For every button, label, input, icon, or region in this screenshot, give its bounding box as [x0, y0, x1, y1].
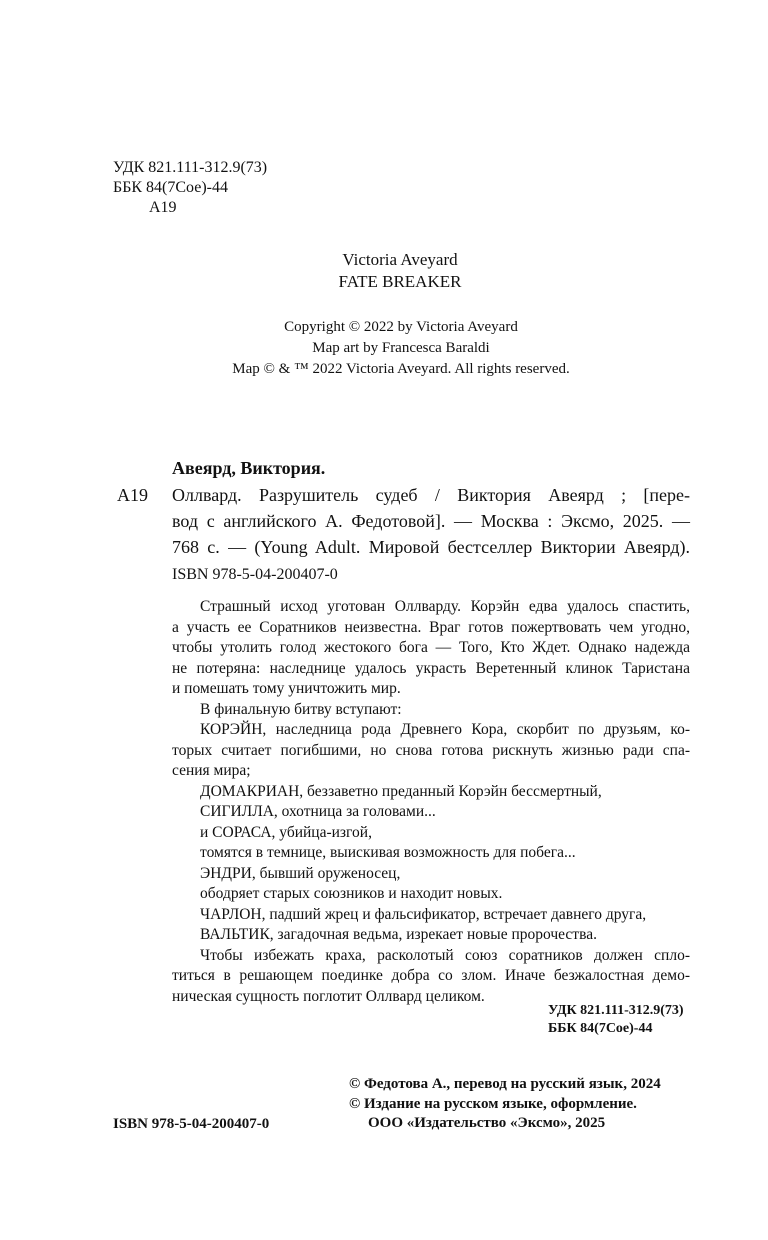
rights-line: © Издание на русском языке, оформление. — [349, 1096, 637, 1112]
original-title: FATE BREAKER — [338, 272, 462, 291]
udk-code: УДК 821.111-312.9(73) — [113, 159, 268, 176]
copyright-line: Copyright © 2022 by Victoria Aveyard — [284, 319, 518, 335]
annotation-line: Страшный исход уготован Оллварду. Корэйн едва удалось спастить, — [200, 598, 690, 615]
annotation-line: сения мира; — [172, 762, 251, 779]
bib-line: Оллвард. Разрушитель судеб / Виктория Авеярд ; [пере- — [172, 485, 690, 505]
annotation-line: и СОРАСА, убийца-изгой, — [200, 823, 372, 841]
annotation-line: СИГИЛЛА, охотница за головами... — [200, 803, 436, 820]
annotation — [172, 597, 690, 1007]
map-rights-line: Map © & ™ 2022 Victoria Aveyard. All rights reserved. — [232, 361, 570, 377]
original-author: Victoria Aveyard — [342, 250, 458, 269]
bib-isbn: ISBN 978-5-04-200407-0 — [172, 566, 338, 583]
annotation-line: титься в решающем поединке добра со злом. Иначе безжалостная демо- — [172, 967, 690, 984]
author-mark: А19 — [149, 199, 177, 216]
annotation-line: и помешать тому уничтожить мир. — [172, 680, 401, 697]
annotation-line: ДОМАКРИАН, беззаветно преданный Корэйн бессмертный, — [200, 782, 602, 800]
annotation-line: торых считает погибшими, но снова готова рискнуть жизнью ради спа- — [172, 741, 690, 759]
annotation-line: В финальную битву вступают: — [200, 700, 402, 718]
bbk-code: ББК 84(7Сое)-44 — [113, 179, 228, 196]
bib-record — [172, 482, 690, 560]
annotation-line: томятся в темнице, выискивая возможность для побега... — [200, 844, 576, 861]
annotation-line: ободряет старых союзников и находит новых. — [200, 885, 503, 902]
annotation-line: ЧАРЛОН, падший жрец и фальсификатор, встречает давнего друга, — [200, 905, 647, 923]
annotation-udk: УДК 821.111-312.9(73) — [548, 1003, 684, 1018]
annotation-bbk: ББК 84(7Сое)-44 — [548, 1021, 653, 1036]
bib-line: вод с английского А. Федотовой]. — Москва : Эксмо, 2025. — — [172, 511, 690, 531]
map-art-line: Map art by Francesca Baraldi — [312, 340, 490, 356]
annotation-line: КОРЭЙН, наследница рода Древнего Кора, скорбит по друзьям, ко- — [200, 721, 690, 738]
bib-line: 768 с. — (Young Adult. Мировой бестселлер Виктории Авеярд). — [172, 537, 690, 557]
annotation-line: ВАЛЬТИК, загадочная ведьма, изрекает новые пророчества. — [200, 926, 597, 943]
footer-isbn: ISBN 978-5-04-200407-0 — [113, 1116, 270, 1132]
bib-heading: Авеярд, Виктория. — [172, 458, 326, 478]
annotation-line: ническая сущность поглотит Оллвард целиком. — [172, 987, 485, 1005]
annotation-line: ЭНДРИ, бывший оруженосец, — [200, 864, 401, 882]
annotation-line: а участь ее Соратников неизвестна. Враг готов пожертвовать чем угодно, — [172, 618, 690, 636]
annotation-line: Чтобы избежать краха, расколотый союз соратников должен спло- — [200, 946, 690, 964]
bib-mark: А19 — [117, 485, 148, 505]
annotation-line: чтобы утолить голод жестокого бога — Того, Кто Ждет. Однако надежда — [172, 639, 690, 656]
rights-line: © Федотова А., перевод на русский язык, 2024 — [349, 1076, 661, 1092]
annotation-line: не потеряна: наследнице удалось украсть Веретенный клинок Таристана — [172, 659, 690, 677]
rights-line: ООО «Издательство «Эксмо», 2025 — [368, 1115, 606, 1131]
